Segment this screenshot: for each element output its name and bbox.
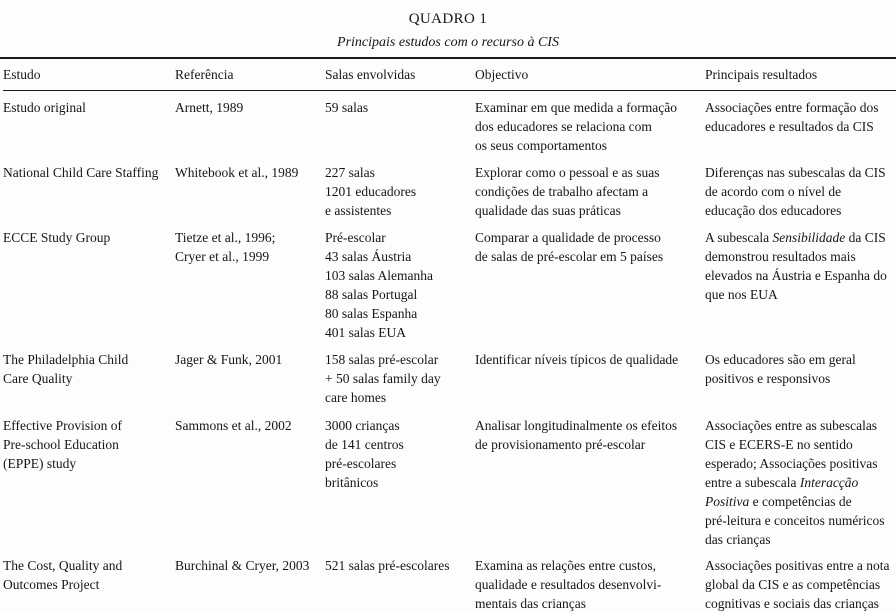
cell-salas: [325, 409, 475, 549]
cell-estudo: [3, 343, 175, 409]
table-row: [3, 409, 896, 549]
cell-referencia: [175, 91, 325, 156]
cell-salas: [325, 221, 475, 343]
cell-line: care homes: [325, 390, 387, 405]
cell-line: 80 salas Espanha: [325, 306, 418, 321]
italic-term: Positiva: [705, 494, 750, 509]
cell-line: qualidade e resultados desenvolvi-: [475, 577, 662, 592]
cell-line: CIS e ECERS-E no sentido: [705, 437, 853, 452]
cell-line: 227 salas: [325, 165, 375, 180]
cell-line: condições de trabalho afectam a: [475, 184, 649, 199]
cell-line: pré-escolares: [325, 456, 397, 471]
cell-line: educadores e resultados da CIS: [705, 119, 874, 134]
table-title: QUADRO 1: [408, 11, 488, 27]
cell-line: [705, 492, 882, 511]
cell-line: 158 salas pré-escolar: [325, 352, 439, 367]
text-segment: A subescala: [705, 230, 773, 245]
column-header-referencia: Referência: [175, 67, 234, 82]
cell-line: 43 salas Áustria: [325, 249, 412, 264]
cell-line: 521 salas pré-escolares: [325, 558, 450, 573]
cell-line: The Cost, Quality and: [3, 558, 123, 573]
cell-line: de provisionamento pré-escolar: [475, 437, 646, 452]
cell-line: esperado; Associações positivas: [705, 456, 878, 471]
cell-line: Sammons et al., 2002: [175, 418, 292, 433]
table-row: [3, 221, 896, 343]
italic-term: Interacção: [799, 475, 859, 490]
cell-line: Whitebook et al., 1989: [175, 165, 299, 180]
cell-line: Effective Provision of: [3, 418, 122, 433]
cell-line: 59 salas: [325, 100, 369, 115]
table-row: [3, 343, 896, 409]
cell-referencia: [175, 549, 325, 612]
text-segment: e competências de: [749, 494, 852, 509]
table-row: [3, 549, 896, 612]
cell-line: 103 salas Alemanha: [325, 268, 433, 283]
cell-objectivo: [475, 549, 705, 612]
cell-line: Cryer et al., 1999: [175, 249, 270, 264]
cell-salas: [325, 343, 475, 409]
cell-line: e assistentes: [325, 203, 392, 218]
cell-line: Associações entre as subescalas: [705, 418, 878, 433]
cell-line: Arnett, 1989: [175, 100, 244, 115]
cell-line: britânicos: [325, 475, 379, 490]
cell-line: elevados na Áustria e Espanha do: [705, 268, 887, 283]
italic-term: Sensibilidade: [772, 230, 846, 245]
cell-objectivo: [475, 221, 705, 343]
cell-line: educação dos educadores: [705, 203, 842, 218]
cell-estudo: [3, 221, 175, 343]
column-header-salas-envolvidas: Salas envolvidas: [325, 67, 416, 82]
cell-salas: [325, 549, 475, 612]
cell-objectivo: [475, 409, 705, 549]
studies-table: [0, 57, 896, 612]
cell-line: Os educadores são em geral: [705, 352, 856, 367]
table-header-row: [3, 59, 896, 91]
cell-line: Associações entre formação dos: [705, 100, 879, 115]
cell-estudo: [3, 549, 175, 612]
cell-line: positivos e responsivos: [705, 371, 831, 386]
cell-resultados: [705, 91, 890, 156]
cell-line: 88 salas Portugal: [325, 287, 418, 302]
cell-line: Care Quality: [3, 371, 73, 386]
cell-line: Associações positivas entre a nota: [705, 558, 890, 573]
cell-line: Examina as relações entre custos,: [475, 558, 657, 573]
column-header-objectivo: Objectivo: [475, 67, 529, 82]
text-segment: da CIS: [845, 230, 886, 245]
cell-resultados: [705, 221, 890, 343]
column-header-estudo: Estudo: [3, 67, 41, 82]
cell-line: Analisar longitudinalmente os efeitos: [475, 418, 678, 433]
cell-line: Pre-school Education: [3, 437, 119, 452]
column-header-principais-resultados: Principais resultados: [705, 67, 818, 82]
cell-line: cognitivas e sociais das crianças: [705, 596, 879, 611]
cell-line: Identificar níveis típicos de qualidade: [475, 352, 679, 367]
cell-line: Burchinal & Cryer, 2003: [175, 558, 310, 573]
cell-line: de acordo com o nível de: [705, 184, 842, 199]
cell-resultados: [705, 156, 890, 221]
cell-resultados: [705, 409, 890, 549]
cell-estudo: [3, 156, 175, 221]
cell-referencia: [175, 409, 325, 549]
cell-salas: [325, 156, 475, 221]
cell-line: Examinar em que medida a formação: [475, 100, 678, 115]
table-row: [3, 91, 896, 156]
cell-line: das crianças: [705, 532, 771, 547]
cell-line: os seus comportamentos: [475, 138, 607, 153]
cell-resultados: [705, 343, 890, 409]
cell-line: Tietze et al., 1996;: [175, 230, 276, 245]
cell-line: Estudo original: [3, 100, 86, 115]
cell-line: qualidade das suas práticas: [475, 203, 621, 218]
cell-line: dos educadores se relaciona com: [475, 119, 652, 134]
cell-line: The Philadelphia Child: [3, 352, 129, 367]
cell-line: (EPPE) study: [3, 456, 77, 471]
cell-resultados: [705, 549, 890, 612]
cell-line: Outcomes Project: [3, 577, 100, 592]
cell-line: Comparar a qualidade de processo: [475, 230, 661, 245]
cell-line: que nos EUA: [705, 287, 778, 302]
cell-line: de 141 centros: [325, 437, 404, 452]
cell-line: National Child Care Staffing: [3, 165, 159, 180]
table-row: [3, 156, 896, 221]
cell-referencia: [175, 221, 325, 343]
cell-line: [705, 228, 886, 247]
text-segment: entre a subescala: [705, 475, 800, 490]
cell-line: global da CIS e as competências: [705, 577, 881, 592]
table-subtitle: Principais estudos com o recurso à CIS: [337, 35, 559, 50]
cell-line: pré-leitura e conceitos numéricos: [705, 513, 885, 528]
cell-line: 1201 educadores: [325, 184, 417, 199]
cell-line: demonstrou resultados mais: [705, 249, 856, 264]
cell-objectivo: [475, 156, 705, 221]
table-body: [3, 91, 896, 612]
cell-line: Diferenças nas subescalas da CIS: [705, 165, 886, 180]
cell-line: Explorar como o pessoal e as suas: [475, 165, 660, 180]
cell-referencia: [175, 156, 325, 221]
cell-line: 401 salas EUA: [325, 325, 406, 340]
cell-estudo: [3, 409, 175, 549]
cell-objectivo: [475, 91, 705, 156]
cell-line: mentais das crianças: [475, 596, 586, 611]
cell-line: 3000 crianças: [325, 418, 400, 433]
cell-line: Jager & Funk, 2001: [175, 352, 283, 367]
cell-line: ECCE Study Group: [3, 230, 111, 245]
cell-line: Pré-escolar: [325, 230, 386, 245]
cell-line: de salas de pré-escolar em 5 países: [475, 249, 664, 264]
cell-line: [705, 473, 882, 492]
cell-salas: [325, 91, 475, 156]
cell-line: + 50 salas family day: [325, 371, 441, 386]
cell-referencia: [175, 343, 325, 409]
cell-objectivo: [475, 343, 705, 409]
cell-estudo: [3, 91, 175, 156]
